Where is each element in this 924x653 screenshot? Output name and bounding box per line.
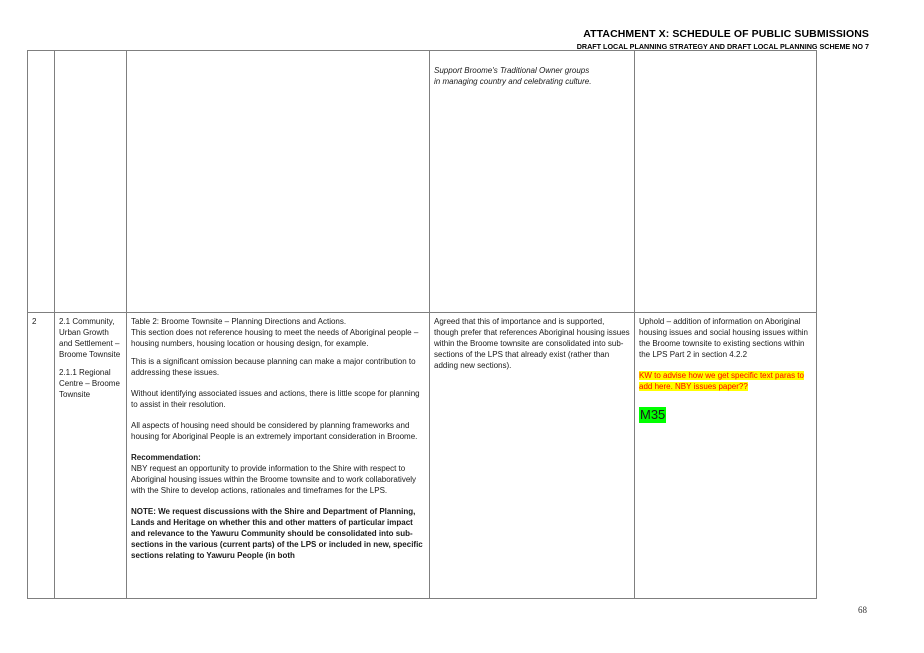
section-cell (55, 51, 127, 313)
submission-text: This section does not reference housing to meet the needs of Aboriginal people – housing numbers, housing location or housing design, for example. (131, 328, 419, 348)
submission-text: NBY request an opportunity to provide information to the Shire with respect to Aboriginal housing issues within the Broome townsite and to work collaboratively with the Shire to develop actions, rationales and timeframes for the LPS. (131, 464, 417, 495)
recommendation-cell (635, 51, 817, 313)
submission-text: Without identifying associated issues and actions, there is little scope for planning to assist in their resolution. (131, 389, 420, 409)
row-number-cell (28, 51, 55, 313)
submission-cell (127, 313, 430, 599)
section-ref: 2.1.1 Regional Centre – Broome Townsite (59, 368, 120, 399)
submission-note: NOTE: We request discussions with the Shire and Department of Planning, Lands and Heritage on whether this and other matters of particular impact and relevance to the Yawuru Community should be consolidated into sub- sections in the various (current parts) of the LPS or included in new, specific sections relating to Yawuru People (in both (131, 507, 423, 560)
section-cell (55, 313, 127, 599)
response-line: in managing country and celebrating culture. (434, 77, 592, 86)
submission-text: Table 2: Broome Townsite – Planning Directions and Actions. (131, 317, 347, 326)
table-row (28, 51, 817, 313)
response-text: Agreed that this of importance and is supported, though prefer that references Aboriginal housing issues within the Broome townsite are consolidated into sub-sections of the LPS that already exist (rather than adding new sections). (434, 317, 630, 370)
response-cell (430, 313, 635, 599)
document-subtitle: DRAFT LOCAL PLANNING STRATEGY AND DRAFT LOCAL PLANNING SCHEME NO 7 (576, 42, 869, 51)
submissions-table (27, 50, 817, 599)
section-ref: 2.1 Community, Urban Growth and Settlement – Broome Townsite (59, 317, 121, 359)
table-row (28, 313, 817, 599)
response-line: Support Broome's Traditional Owner groups (434, 66, 590, 75)
row-number: 2 (32, 317, 37, 326)
submission-text: All aspects of housing need should be considered by planning frameworks and housing for Aboriginal People is an extremely important consideration in Broome. (131, 421, 418, 441)
recommendation-cell (635, 313, 817, 599)
page-number: 68 (858, 605, 867, 615)
submission-cell (127, 51, 430, 313)
recommendation-heading: Recommendation: (131, 453, 201, 462)
submission-text: This is a significant omission because planning can make a major contribution to addressing these issues. (131, 357, 416, 377)
document-title: ATTACHMENT X: SCHEDULE OF PUBLIC SUBMISSIONS (583, 28, 869, 40)
highlighted-comment: KW to advise how we get specific text paras to add here. NBY issues paper?? (639, 371, 804, 391)
row-number-cell (28, 313, 55, 599)
recommendation-text: Uphold – addition of information on Aboriginal housing issues and social housing issues within the Broome townsite to existing sections within the LPS Part 2 in section 4.2.2 (639, 317, 808, 359)
response-cell (430, 51, 635, 313)
modification-code: M35 (640, 407, 666, 422)
